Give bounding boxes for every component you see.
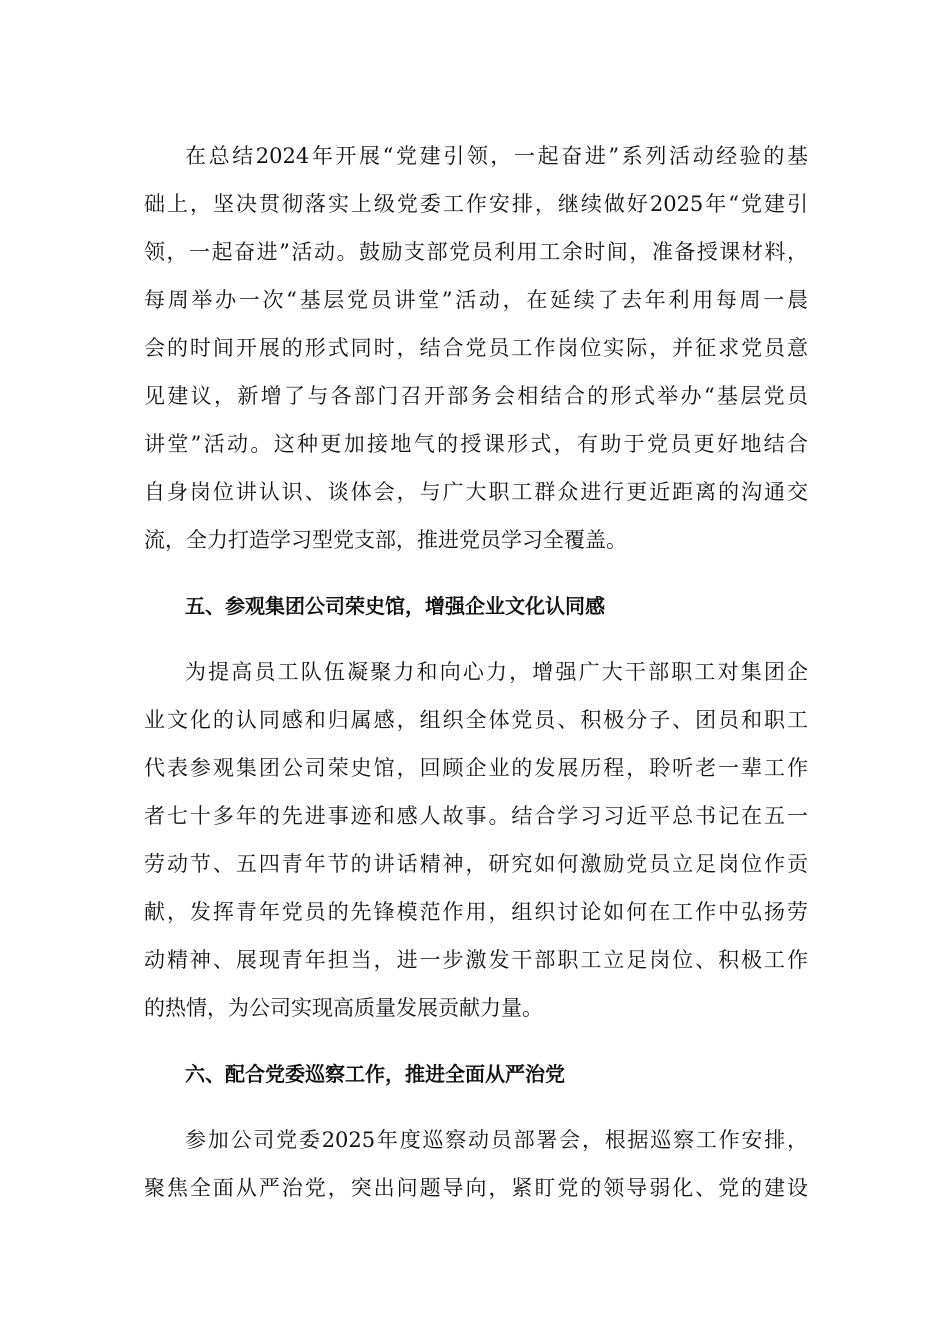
paragraph-line: 者七十多年的先进事迹和感人故事。结合学习习近平总书记在五一: [144, 804, 808, 828]
paragraph-line: 参加公司党委2025年度巡察动员部署会，根据巡察工作安排，: [185, 1128, 808, 1152]
spacer: [144, 564, 808, 582]
spacer: [144, 1032, 808, 1050]
paragraph-line: 在总结2024年开展“党建引领，一起奋进”系列活动经验的基: [185, 144, 808, 168]
paragraph-line: 每周举办一次“基层党员讲堂”活动，在延续了去年利用每周一晨: [144, 288, 808, 312]
paragraph-line: 代表参观集团公司荣史馆，回顾企业的发展历程，聆听老一辈工作: [144, 756, 808, 780]
paragraph-line: 会的时间开展的形式同时，结合党员工作岗位实际，并征求党员意: [144, 336, 808, 360]
paragraph-line: 劳动节、五四青年节的讲话精神，研究如何激励党员立足岗位作贡: [144, 852, 808, 876]
paragraph-1: [144, 132, 808, 564]
paragraph-3: [144, 1116, 808, 1212]
paragraph-line: 为提高员工队伍凝聚力和向心力，增强广大干部职工对集团企: [185, 660, 808, 684]
spacer: [144, 630, 808, 648]
section-heading-6: 六、配合党委巡察工作，推进全面从严治党: [185, 1062, 565, 1086]
paragraph-line: 聚焦全面从严治党，突出问题导向，紧盯党的领导弱化、党的建设: [144, 1176, 808, 1200]
paragraph-line: 自身岗位讲认识、谈体会，与广大职工群众进行更近距离的沟通交: [144, 480, 808, 504]
paragraph-line: 领，一起奋进”活动。鼓励支部党员利用工余时间，准备授课材料，: [144, 240, 808, 264]
paragraph-line: 见建议，新增了与各部门召开部务会相结合的形式举办“基层党员: [144, 384, 808, 408]
document-body: [144, 132, 808, 1212]
paragraph-line: 的热情，为公司实现高质量发展贡献力量。: [144, 996, 543, 1020]
paragraph-line: 献，发挥青年党员的先锋模范作用，组织讨论如何在工作中弘扬劳: [144, 900, 808, 924]
paragraph-2: [144, 648, 808, 1032]
paragraph-line: 流，全力打造学习型党支部，推进党员学习全覆盖。: [144, 528, 627, 552]
paragraph-line: 讲堂”活动。这种更加接地气的授课形式，有助于党员更好地结合: [144, 432, 808, 456]
paragraph-line: 础上，坚决贯彻落实上级党委工作安排，继续做好2025年“党建引: [144, 192, 808, 216]
paragraph-line: 业文化的认同感和归属感，组织全体党员、积极分子、团员和职工: [144, 708, 808, 732]
section-heading-5: 五、参观集团公司荣史馆，增强企业文化认同感: [185, 594, 605, 618]
paragraph-line: 动精神、展现青年担当，进一步激发干部职工立足岗位、积极工作: [144, 948, 808, 972]
spacer: [144, 1098, 808, 1116]
